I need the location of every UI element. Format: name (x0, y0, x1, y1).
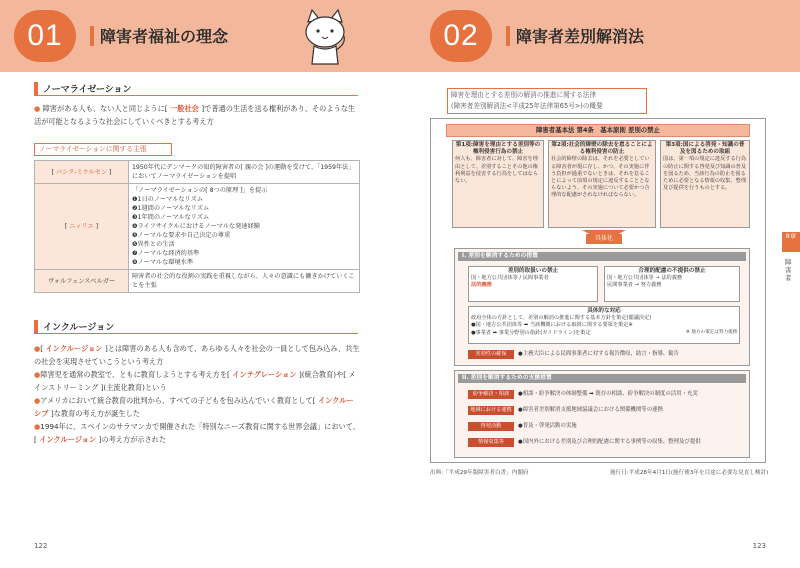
keyword: インクルージョン (36, 435, 99, 444)
chapter-number-badge: 01 (14, 10, 76, 62)
box-row: 政府全体の方針として、差別の解消の推進に関する基本方針を策定(閣議決定) (471, 315, 652, 322)
prohibition-box (468, 266, 598, 302)
box-row: 国・地方公共団体等 → 法的義務 (607, 275, 683, 282)
keyword: インクルージョン (43, 344, 105, 353)
bracket: [ (51, 168, 56, 176)
text: アメリカにおいて統合教育の批判から、すべての子どもを包み込んでいく教育として[ (40, 396, 316, 405)
chapter-number-badge: 02 (430, 10, 492, 62)
support-tag: 紛争解決・相談 (468, 390, 514, 399)
support-tag: 情報収集等 (468, 438, 514, 447)
table-row (35, 270, 360, 293)
article-box-2 (548, 140, 656, 228)
article-body: 社会的障壁の除去は、それを必要としている障害者が現に存し、かつ、その実施に伴う負担が過重でないときは、それを怠ることによって前項の規定に違反することとならないよう、その実施について必要かつ合理的な配慮がされなければならない。 (551, 156, 650, 199)
principle-line: ❺ノーマルな要求や自己決定の尊重 (132, 232, 231, 239)
section-mark (34, 320, 38, 333)
support-tag: 啓発活動 (468, 422, 514, 431)
principle-line: ❷1週間のノーマルなリズム (132, 205, 210, 212)
person-name: ヴォルフェンスベルガー (47, 277, 116, 285)
bullet-icon: ● (34, 344, 41, 353)
bracket: [ (64, 223, 70, 230)
source-note: 出典:「平成29年版障害者白書」内閣府 (430, 470, 529, 476)
table-label-cell (35, 270, 129, 293)
support-tag: 地域における連携 (468, 406, 514, 415)
measures-band: I. 差別を解消するための措置 (458, 252, 746, 261)
section-mark (34, 82, 38, 95)
bracket: ] (107, 168, 112, 176)
legal-obligation-tag: 法的義務 (471, 282, 492, 289)
principle-line: ❹ライフサイクルにおけるノーマルな発達経験 (132, 223, 260, 230)
support-text: ●相談・紛争解決の体制整備 ➡ 既存の相談、紛争解決の制度の活用・充実 (518, 391, 698, 397)
person-name: ニィリエ (69, 223, 94, 230)
text: ]の考え方が示された (98, 435, 167, 444)
box-row: 国・地方公共団体等 / 民間事業者 (471, 275, 549, 282)
box-row: ●事業者 ➡ 事業分野別の指針(ガイドライン)を策定 (471, 329, 591, 336)
chapter-side-label: 障害者 (785, 258, 792, 282)
text: ]で普通の生活を送る権利があり、そのような生活が可能となるような社会にしていくべきとする考え方 (34, 104, 356, 126)
keyword: インテグレーション (229, 370, 299, 379)
principle-line: 「ノーマライゼーションの[ 8つの原理 ]」を提示 (132, 187, 268, 194)
law-title-line: (障害者差別解消法<平成25年法律第65号>)の概要 (451, 102, 603, 110)
box-title: 合理的配慮の不提供の禁止 (638, 268, 706, 274)
effectiveness-text: ●主務大臣による民間事業者に対する報告徴収、助言・指導、勧告 (518, 351, 680, 357)
keyword: 一般社会 (167, 104, 202, 113)
box-row: ●国・地方公共団体等 ➡ 当該機関における取組に関する要領を策定※ (471, 322, 633, 329)
list-item (34, 368, 360, 394)
law-title-box (447, 88, 647, 114)
bracket: ] (93, 223, 99, 230)
bullet-icon: ● (34, 422, 41, 431)
article-title: 第3項:国による啓発・知識の普及を図るための取組 (665, 142, 745, 156)
article-body: 何人も、障害者に対して、障害を理由として、差別することその他の権利利益を侵害する行為をしてはならない。 (455, 156, 539, 185)
cat-mascot-icon (300, 8, 350, 66)
text: 障害児を通常の教室で、ともに教育しようとする考え方を[ (40, 370, 230, 379)
box-row: 民間事業者 → 努力義務 (607, 282, 662, 289)
section-title: インクルージョン (43, 323, 115, 333)
text: 1994年に、スペインのサラマンカで開催された「特別なニーズ教育に関する世界会議」において、[ (34, 422, 360, 444)
table-label-cell (35, 184, 129, 270)
text: 障害がある人も、ない人と同じように[ (42, 104, 168, 113)
title-accent-bar (90, 26, 94, 46)
principle-line: ❼ノーマルな経済的基準 (132, 250, 200, 257)
page-number: 122 (34, 542, 48, 550)
normalization-table (34, 160, 360, 293)
box-title: 差別的取扱いの禁止 (507, 268, 559, 274)
support-text: ●普及・啓発活動の実施 (518, 423, 577, 429)
text: ]な教育の考え方が誕生した (50, 409, 140, 418)
support-text: ●障害者差別解消支援地域協議会における関係機関等の連携 (518, 407, 663, 413)
table-row (35, 161, 360, 184)
effective-date-note: 施行日:平成28年4月1日(施行後3年を目途に必要な見直し検討) (610, 470, 769, 476)
header-band (400, 0, 800, 72)
article-title: 第1項:障害を理由とする差別等の権利侵害行為の禁止 (455, 142, 541, 156)
table-row (35, 184, 360, 270)
header-band (0, 0, 400, 72)
page-number: 123 (752, 542, 766, 550)
section-heading-normalization (34, 82, 358, 96)
text: ](統合教育)や[ メインストリーミング ](主流化教育)という (34, 370, 356, 392)
text: ]とは障害のある人も含めて、あらゆる人々を社会の一員として包み込み、共生の社会を実現させていこうという考え方 (34, 344, 360, 366)
concrete-measures-box (468, 306, 740, 344)
concretize-label: 具体化 (586, 234, 622, 244)
principle-line: ❸1年間のノーマルなリズム (132, 214, 210, 221)
normalization-definition (34, 102, 360, 128)
page-title: 障害者福祉の理念 (100, 27, 229, 46)
accommodation-box (604, 266, 740, 302)
article-box-1 (452, 140, 544, 228)
bullet-icon: ● (34, 370, 41, 379)
inclusion-bullets (34, 342, 360, 446)
principle-line: ❻異性との生活 (132, 241, 175, 248)
list-item (34, 420, 360, 446)
principle-band: 障害者基本法 第4条 基本原則 差別の禁止 (446, 124, 750, 137)
table-cell: 1950年代にデンマークの知的障害者の[ 親の会 ]の運動を受けて、「1959年法」においてノーマライゼーションを提唱 (129, 161, 360, 184)
article-body: 国は、第一項の規定に違反する行為の防止に関する啓発及び知識の普及を図るため、当該行為の防止を図るために必要となる情報の収集、整理及び提供を行うものとする。 (663, 156, 747, 192)
note-text: ※ 地方の策定は努力義務 (686, 330, 738, 335)
principle-line: ❶1日のノーマルなリズム (132, 196, 204, 203)
article-title: 第2項:社会的障壁の除去を怠ることによる権利侵害の防止 (551, 142, 653, 156)
list-item (34, 394, 360, 420)
article-box-3 (660, 140, 750, 228)
support-band: II. 差別を解消するための支援措置 (458, 374, 746, 383)
person-name: バンク-ミケルセン (55, 168, 108, 176)
table-cell: 障害者の社会的な役割の実践を重視しながら、人々の意識にも働きかけていくことを主張 (129, 270, 360, 293)
principle-line: ❽ノーマルな環境水準 (132, 259, 194, 266)
bullet-icon: ● (34, 396, 41, 405)
page-title: 障害者差別解消法 (516, 27, 645, 46)
table-label-cell (35, 161, 129, 184)
table-subheading: ノーマライゼーションに関する主張 (34, 143, 172, 156)
table-cell (129, 184, 360, 270)
keyword: インクルーシブ (34, 396, 354, 418)
support-text: ●国内外における差別及び合理的配慮に関する事例等の収集、整理及び提供 (518, 439, 701, 445)
text: [ (40, 344, 44, 353)
effectiveness-tag: 実効性の確保 (468, 350, 514, 359)
title-accent-bar (506, 26, 510, 46)
chapter-side-tab: 8章 (782, 232, 800, 252)
section-title: ノーマライゼーション (43, 85, 132, 95)
list-item (34, 342, 360, 368)
box-title: 具体的な対応 (587, 308, 621, 314)
bullet-icon: ● (34, 104, 41, 113)
section-heading-inclusion (34, 320, 358, 334)
law-title-line: 障害を理由とする差別の解消の推進に関する法律 (451, 91, 597, 99)
